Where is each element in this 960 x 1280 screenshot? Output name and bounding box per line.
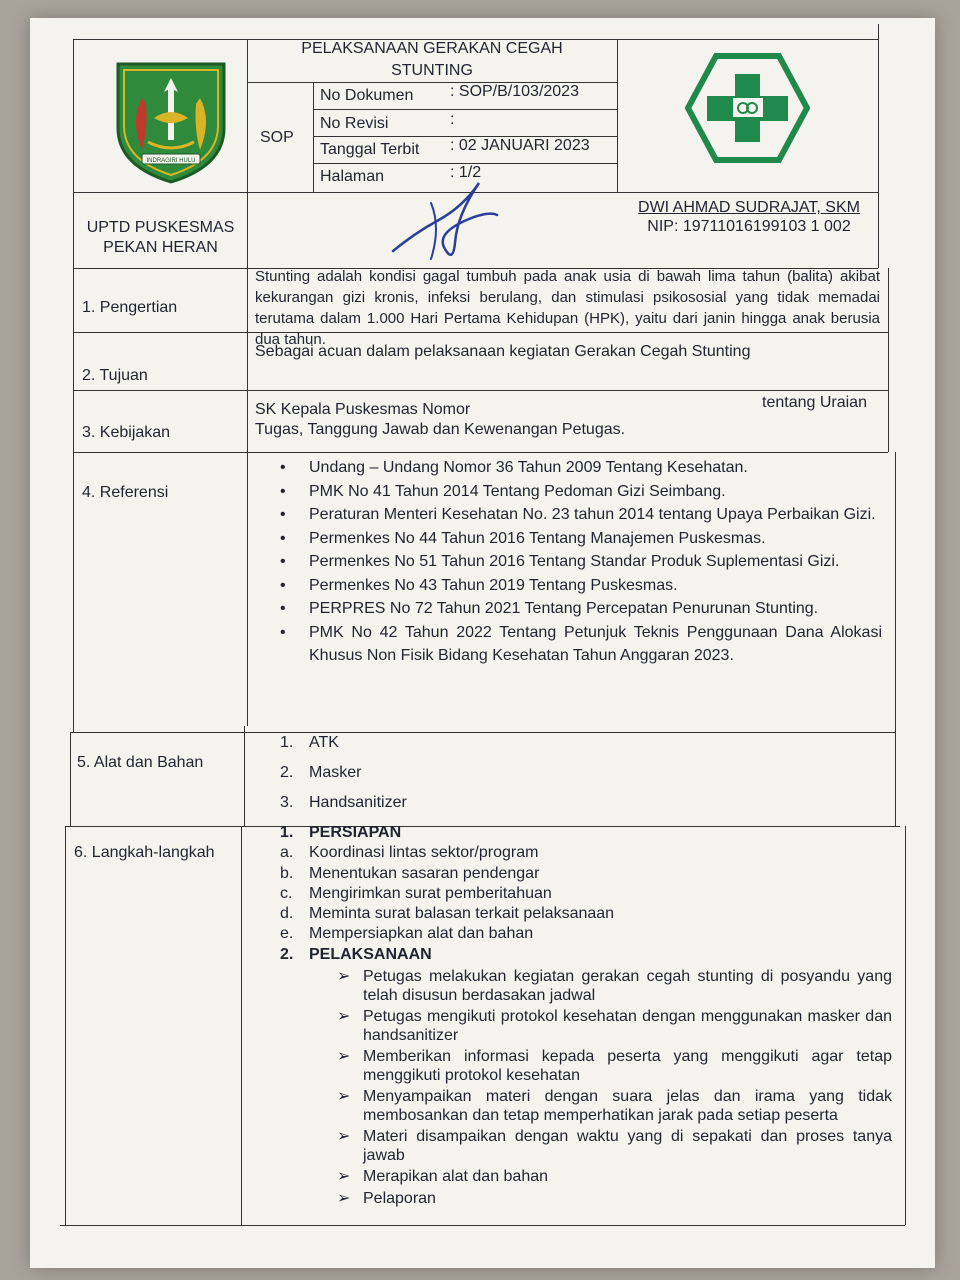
langkah-steps bbox=[280, 823, 892, 1211]
step-title: PERSIAPAN bbox=[309, 824, 402, 841]
signatory-name: DWI AHMAD SUDRAJAT, SKM bbox=[638, 199, 860, 216]
item-text: Pelaporan bbox=[363, 1189, 436, 1207]
item-number: 1. bbox=[280, 734, 294, 751]
list-item bbox=[280, 924, 892, 944]
field-label-tanggal-terbit: Tanggal Terbit bbox=[320, 141, 420, 158]
list-item: • PMK No 41 Tahun 2014 Tentang Pedoman Gizi Seimbang. bbox=[280, 480, 882, 504]
kebijakan-text-line2: Tugas, Tanggung Jawab dan Kewenangan Petugas. bbox=[255, 421, 626, 438]
list-item bbox=[280, 904, 892, 924]
arrow-bullet-icon: ➢ bbox=[337, 1189, 351, 1207]
item-number: 2. bbox=[280, 764, 294, 781]
list-item: • PMK No 42 Tahun 2022 Tentang Petunjuk Teknis Penggunaan Dana Alokasi Khusus Non Fisik Bidang Kesehatan Tahun Anggaran 2023. bbox=[280, 621, 882, 668]
list-item bbox=[337, 968, 892, 1005]
arrow-bullet-icon: ➢ bbox=[337, 1128, 351, 1146]
emblem-ribbon-text: INDRAGIRI HULU bbox=[146, 158, 196, 164]
list-item: • Permenkes No 44 Tahun 2016 Tentang Manajemen Puskesmas. bbox=[280, 527, 882, 551]
pelaksanaan-heading bbox=[280, 945, 892, 965]
referensi-list bbox=[280, 456, 882, 668]
list-item: • PERPRES No 72 Tahun 2021 Tentang Percepatan Penurunan Stunting. bbox=[280, 597, 882, 621]
list-item bbox=[280, 843, 892, 863]
persiapan-heading bbox=[280, 823, 892, 843]
arrow-bullet-icon: ➢ bbox=[337, 1168, 351, 1186]
item-letter: a. bbox=[280, 844, 294, 862]
item-letter: b. bbox=[280, 864, 294, 882]
item-text: Masker bbox=[309, 764, 362, 781]
item-text: Mengirimkan surat pemberitahuan bbox=[309, 884, 552, 902]
sop-label: SOP bbox=[260, 129, 294, 146]
list-item bbox=[337, 1048, 892, 1085]
institution-name: UPTD PUSKESMAS PEKAN HERAN bbox=[86, 219, 235, 256]
item-text: Materi disampaikan dengan waktu yang di sepakati dan proses tanya jawab bbox=[363, 1128, 892, 1164]
item-text: Merapikan alat dan bahan bbox=[363, 1168, 549, 1186]
pelaksanaan-list bbox=[337, 968, 892, 1208]
item-letter: c. bbox=[280, 884, 293, 902]
list-item bbox=[280, 733, 680, 763]
item-text: ATK bbox=[309, 734, 339, 751]
item-number: 3. bbox=[280, 794, 294, 811]
list-item: • Undang – Undang Nomor 36 Tahun 2009 Tentang Kesehatan. bbox=[280, 456, 882, 480]
arrow-bullet-icon: ➢ bbox=[337, 968, 351, 986]
section-label-pengertian: 1. Pengertian bbox=[82, 299, 178, 316]
item-text: Mempersiapkan alat dan bahan bbox=[309, 925, 534, 943]
item-text: Menentukan sasaran pendengar bbox=[309, 864, 540, 882]
list-item bbox=[337, 1008, 892, 1045]
list-item bbox=[337, 1128, 892, 1165]
list-item bbox=[337, 1088, 892, 1125]
arrow-bullet-icon: ➢ bbox=[337, 1088, 351, 1106]
section-label-alat-bahan: 5. Alat dan Bahan bbox=[77, 754, 204, 771]
step-number: 1. bbox=[280, 824, 294, 841]
signature bbox=[385, 163, 505, 273]
item-text: Meminta surat balasan terkait pelaksanaan bbox=[309, 905, 615, 923]
list-item bbox=[337, 1168, 892, 1187]
field-value-no-revisi: : bbox=[450, 111, 455, 128]
sop-document bbox=[30, 18, 935, 1268]
arrow-bullet-icon: ➢ bbox=[337, 1048, 351, 1066]
field-value-no-dokumen: : SOP/B/103/2023 bbox=[450, 83, 579, 100]
field-label-no-dokumen: No Dokumen bbox=[320, 87, 414, 104]
puskesmas-logo bbox=[685, 52, 810, 164]
list-item bbox=[280, 763, 680, 793]
list-item: • Permenkes No 51 Tahun 2016 Tentang Standar Produk Suplementasi Gizi. bbox=[280, 550, 882, 574]
regency-emblem bbox=[112, 58, 230, 186]
section-label-kebijakan: 3. Kebijakan bbox=[82, 424, 171, 441]
arrow-bullet-icon: ➢ bbox=[337, 1008, 351, 1026]
field-value-halaman: : 1/2 bbox=[450, 164, 482, 181]
list-item bbox=[280, 864, 892, 884]
step-title: PELAKSANAAN bbox=[309, 945, 432, 963]
signatory-nip: NIP: 19711016199103 1 002 bbox=[647, 218, 851, 235]
item-text: Menyampaikan materi dengan suara jelas dan irama yang tidak membosankan dan tetap memperhatikan jarak pada setiap peserta bbox=[363, 1088, 892, 1124]
kebijakan-text-right: tentang Uraian bbox=[762, 394, 867, 411]
kebijakan-text-left: SK Kepala Puskesmas Nomor bbox=[255, 401, 471, 418]
item-letter: e. bbox=[280, 925, 294, 943]
field-value-tanggal-terbit: : 02 JANUARI 2023 bbox=[450, 137, 590, 154]
item-text: Memberikan informasi kepada peserta yang menggikuti agar tetap menggikuti protokol kesehatan bbox=[363, 1048, 892, 1084]
step-number: 2. bbox=[280, 945, 294, 963]
field-label-no-revisi: No Revisi bbox=[320, 115, 389, 132]
list-item: • Permenkes No 43 Tahun 2019 Tentang Puskesmas. bbox=[280, 574, 882, 598]
tujuan-text: Sebagai acuan dalam pelaksanaan kegiatan Gerakan Cegah Stunting bbox=[255, 343, 751, 360]
section-label-langkah: 6. Langkah-langkah bbox=[74, 844, 215, 861]
item-text: Koordinasi lintas sektor/program bbox=[309, 844, 539, 862]
section-label-referensi: 4. Referensi bbox=[82, 484, 169, 501]
item-letter: d. bbox=[280, 905, 294, 923]
list-item bbox=[337, 1190, 892, 1209]
list-item bbox=[280, 884, 892, 904]
item-text: Petugas melakukan kegiatan gerakan cegah stunting di posyandu yang telah disusun berdasakan jadwal bbox=[363, 968, 892, 1004]
pengertian-text: Stunting adalah kondisi gagal tumbuh pada anak usia di bawah lima tahun (balita) akibat kekurangan gizi kronis, infeksi berulang, dan stimulasi psikososial yang tidak memadai terutama dalam 1.000 Hari Pertama Kehidupan (HPK), yaitu dari janin hingga anak berusia dua tahun. bbox=[255, 268, 880, 348]
alat-bahan-list bbox=[280, 733, 680, 823]
list-item bbox=[280, 793, 680, 823]
item-text: Handsanitizer bbox=[309, 794, 407, 811]
item-text: Petugas mengikuti protokol kesehatan dengan menggunakan masker dan handsanitizer bbox=[363, 1008, 892, 1044]
field-label-halaman: Halaman bbox=[320, 168, 385, 185]
list-item: • Peraturan Menteri Kesehatan No. 23 tahun 2014 tentang Upaya Perbaikan Gizi. bbox=[280, 503, 882, 527]
section-label-tujuan: 2. Tujuan bbox=[82, 367, 148, 384]
document-title: PELAKSANAAN GERAKAN CEGAH STUNTING bbox=[301, 40, 563, 79]
